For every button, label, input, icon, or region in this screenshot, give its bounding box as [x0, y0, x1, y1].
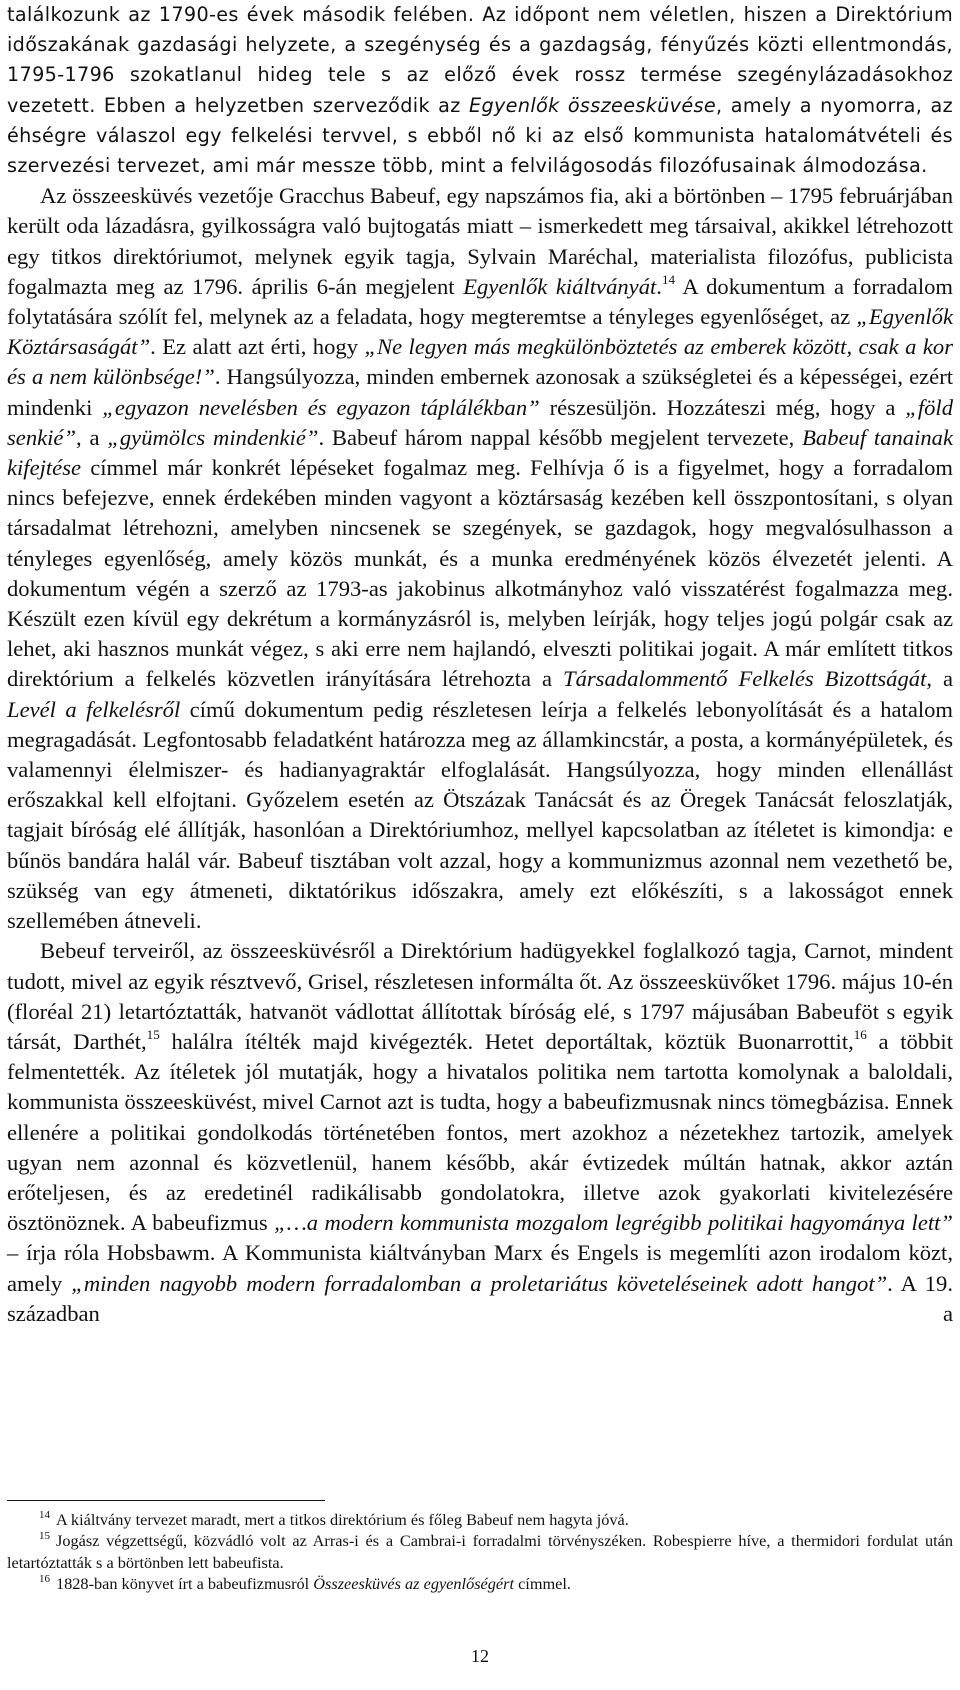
footnote-number: 16	[39, 1573, 50, 1586]
text-run: – írja róla Hobsbawm. A Kommunista kiáltványban Marx és Engels is megemlíti azon irodalom közt, amely	[7, 1240, 953, 1296]
footnote-number: 15	[39, 1530, 50, 1543]
footnote-text: Jogász végzettségű, közvádló volt az Arras-i és a Cambrai-i forradalmi törvényszéken. Robespierre híve, a thermidori fordulat után letartóztatták s a börtönben lett babeufista.	[7, 1531, 953, 1572]
italic-run: Babeuf tanainak kifejtése	[7, 424, 953, 481]
footnote-ref-14: 14	[661, 272, 676, 287]
text-run: címmel már konkrét lépéseket fogalmaz meg. Felhívja ő is a figyelmet, hogy a forradalom nincs befejezve, ennek érdekében minden vagyont a köztársaság kezében kell összpontosítani, s olyan társadalmat létrehozni, amelyben nincsenek se szegények, se gazdagok, hogy megvalósulhasson a tényleges egyenlőség, amely közös munkát, és a munka eredményének közös élvezetét jelenti. A dokumentum végén a szerző az 1793-as jakobinus alkotmányhoz való visszatérést fogalmazza meg. Készült ezen kívül egy dekrétum a kormányzásról is, melyben leírják, hogy teljes jogú polgár csak az lehet, aki hasznos munkát végez, s aki erre nem hajlandó, elveszti politikai jogait. A már említett titkos direktórium a felkelés közvetlen irányítására létrehozta a	[7, 455, 953, 692]
text-run: A dokumentum a forradalom folytatására szólít fel, melynek az a feladata, hogy megteremtse a tényleges egyenlőséget, az	[7, 273, 953, 330]
footnote-14	[7, 1509, 953, 1530]
text-run: a többit felmentették. Az ítéletek jól mutatják, hogy a hivatalos politika nem tartotta komolynak a baloldali, kommunista összeesküvést, mivel Carnot azt is tudta, hogy a babeufizmusnak nincs tömegbázisa. Ennek ellenére a politikai gondolkodás történetében fontos, mert azokhoz a nézetekhez tartozik, amelyek ugyan nem azonnal és közvetlenül, hanem később, akár évtizedek múltán hatnak, akkor aztán erőteljesen, és az eredetinél radikálisabb gondolatokra, illetve azok gyakorlati kivitelezésére ösztönöznek. A babeufizmus	[7, 1028, 953, 1236]
document-page	[7, 0, 954, 1666]
text-run: című dokumentum pedig részletesen leírja a felkelés lebonyolítását és a hatalom megragadását. Legfontosabb feladatként határozza meg az államkincstár, a posta, a kormányépületek, és valamennyi élelmiszer- és hadianyagraktár elfoglalását. Hangsúlyozza, hogy minden ellenállást erőszakkal kell elfojtani. Győzelem esetén az Ötszázak Tanácsát és az Öregek Tanácsát feloszlatják, tagjait bíróság elé állítják, hasonlóan a Direktóriumhoz, mellyel kapcsolatban az ítéletet is kimondja: e bűnös bandára halál vár. Babeuf tisztában volt azzal, hogy a kommunizmus azonnal nem vezethető be, szükség van egy átmeneti, diktatórikus időszakra, amely ezt előkészíti, s a lakosságot ennek szellemében átneveli.	[7, 696, 953, 934]
footnote-15	[7, 1530, 953, 1573]
paragraph-1	[7, 0, 953, 181]
italic-run: Egyenlők összeesküvése	[468, 93, 717, 117]
italic-run: „föld senkié”	[7, 394, 954, 450]
italic-run: Levél a felkelésről	[7, 696, 181, 722]
text-run: , a	[76, 424, 108, 450]
footnote-italic-title: Összeesküvés az egyenlőségért	[313, 1574, 515, 1594]
footnote-text: 1828-ban könyvet írt a babeufizmusról	[56, 1574, 314, 1594]
italic-run: „gyümölcs mindenkié”	[107, 424, 319, 450]
italic-run: „Ne legyen más megkülönböztetés az emberek között, csak a kor és a nem különbsége!”	[7, 334, 953, 390]
paragraph-2: Az összeesküvés vezetője Gracchus Babeuf, egy napszámos fia, aki a börtönben – 1795 februárjában került oda lázadásra, gyilkosságra való bujtogatás miatt – ismerkedett meg társaival, akikkel létrehozott egy titkos direktóriumot, melynek egyik tagja, Sylvain Maréchal, materialista filozófus, publicista fogalmazta meg az 1796. április 6-án megjelent Egyenlők kiáltványát.$^{14}$ A dokumentum a forradalom folytatására szólít fel, melynek az a feladata, hogy megteremtse a tényleges egyenlőséget, az „Egyenlők Köztársaságát”. Ez alatt azt érti, hogy „Ne legyen más megkülönböztetés az emberek között, csak a kor és a nem különbsége!”. Hangsúlyozza, minden embernek azonosak a szükségletei és a képességei, ezért mindenki „egyazon nevelésben és egyazon táplálékban” részesüljön. Hozzáteszi még, hogy a „föld senkié”, a „gyümölcs mindenkié”. Babeuf három nappal később megjelent tervezete, Babeuf tanainak kifejtése címmel már konkrét lépéseket fogalmaz meg. Felhívja ő is a figyelmet, hogy a forradalom nincs befejezve, ennek érdekében minden vagyont a köztársaság kezében kell összpontosítani, s olyan társadalmat létrehozni, amelyben nincsenek se szegények, se gazdagok, hogy megvalósulhasson a tényleges egyenlőség, amely közös munkát, és a munka eredményének közös élvezetét jelenti. A dokumentum végén a szerző az 1793-as jakobinus alkotmányhoz való visszatérést fogalmazza meg. Készült ezen kívül egy dekrétum a kormányzásról is, melyben leírják, hogy teljes jogú polgár csak az lehet, aki hasznos munkát végez, s aki erre nem hajlandó, elveszti politikai jogait. A már említett titkos direktórium a felkelés közvetlen irányítására létrehozta a Társadalommentő Felkelés Bizottságát, a Levél a felkelésről című dokumentum pedig részletesen leírja a felkelés lebonyolítását és a hatalom megragadását. Legfontosabb feladatként határozza meg az államkincstár, a posta, a kormányépületek, és valamennyi élelmiszer- és hadianyagraktár elfoglalását. Hangsúlyozza, hogy minden ellenállást erőszakkal kell elfojtani. Győzelem esetén az Ötszázak Tanácsát és az Öregek Tanácsát feloszlatják, tagjait bíróság elé állítják, hasonlóan a Direktóriumhoz, mellyel kapcsolatban az ítéletet is kimondja: e bűnös bandára halál vár. Babeuf tisztában volt azzal, hogy a kommunizmus azonnal nem vezethető be, szükség van egy átmeneti, diktatórikus időszakra, amely ezt előkészíti, s a lakosságot ennek szellemében átneveli.	[7, 183, 954, 934]
italic-run: „Egyenlők Köztársaságát”	[7, 304, 953, 360]
italic-run: „…a modern kommunista mozgalom legrégibb politikai hagyománya lett”	[274, 1210, 953, 1236]
text-run: találkozunk az 1790-es évek második felében. Az időpont nem véletlen, hiszen a Direktórium időszakának gazdasági helyzete, a szegénység és a gazdagság, fényűzés közti ellentmondás, 1795-1796 szokatlanul hideg tele s az előző évek rossz termése szegénylázadásokhoz vezetett. Ebben a helyzetben szerveződik az	[7, 3, 953, 117]
text-run: Bebeuf terveiről, az összeesküvésről a Direktórium hadügyekkel foglalkozó tagja, Carnot, mindent tudott, mivel az egyik résztvevő, Grisel, részletesen informálta őt. Az összeesküvőket 1796. május 10-én (floréal 21) letartóztatták, hatvanöt vádlottat állítottak bíróság elé, s 1797 májusában Babeuföt s egyik társát, Darthét,	[7, 938, 953, 1054]
footnote-number: 14	[39, 1508, 50, 1521]
footnotes	[7, 1509, 953, 1595]
text-run: részesüljön. Hozzáteszi még, hogy a	[539, 394, 906, 420]
footnote-ref-15: 15	[146, 1027, 160, 1043]
italic-run: „egyazon nevelésben és egyazon táplálékban”	[102, 394, 540, 420]
italic-run: „minden nagyobb modern forradalomban a proletariátus követeléseinek adott hangot”	[71, 1270, 888, 1296]
text-run: . Babeuf három nappal később megjelent tervezete,	[318, 424, 803, 450]
italic-run: Társadalommentő Felkelés Bizottságát	[563, 666, 927, 692]
text-run: , a	[926, 666, 954, 692]
text-run: halálra ítélték majd kivégezték. Hetet deportáltak, köztük Buonarrottit,	[159, 1028, 854, 1054]
text-run: . Ez alatt azt érti, hogy	[150, 334, 365, 360]
footnote-separator	[7, 1500, 325, 1501]
main-text	[7, 0, 953, 1329]
italic-run: Egyenlők kiáltványát	[463, 273, 657, 299]
page-number: 12	[471, 1646, 489, 1666]
footnote-text: címmel.	[514, 1574, 571, 1594]
text-run: Az összeesküvés vezetője Gracchus Babeuf, egy napszámos fia, aki a börtönben – 1795 februárjában került oda lázadásra, gyilkosságra való bujtogatás miatt – ismerkedett meg társaival, akikkel létrehozott egy titkos direktóriumot, melynek egyik tagja, Sylvain Maréchal, materialista filozófus, publicista fogalmazta meg az 1796. április 6-án megjelent	[7, 183, 953, 299]
text-run: , amely a nyomorra, az éhségre válaszol egy felkelési tervvel, s ebből nő ki az első kommunista hatalomátvételi és szervezési tervezet, ami már messze több, mint a felvilágosodás filozófusainak álmodozása.	[7, 93, 953, 178]
footnote-text: A kiáltvány tervezet maradt, mert a titkos direktórium és főleg Babeuf nem hagyta jóvá.	[56, 1510, 629, 1529]
footnote-ref-16: 16	[853, 1027, 867, 1043]
footnote-16	[7, 1573, 953, 1594]
text-run: . Hangsúlyozza, minden embernek azonosak a szükségletei és a képességei, ezért mindenki	[7, 364, 954, 420]
text-run: . A 19. században a	[7, 1270, 954, 1326]
paragraph-3	[7, 936, 953, 1329]
